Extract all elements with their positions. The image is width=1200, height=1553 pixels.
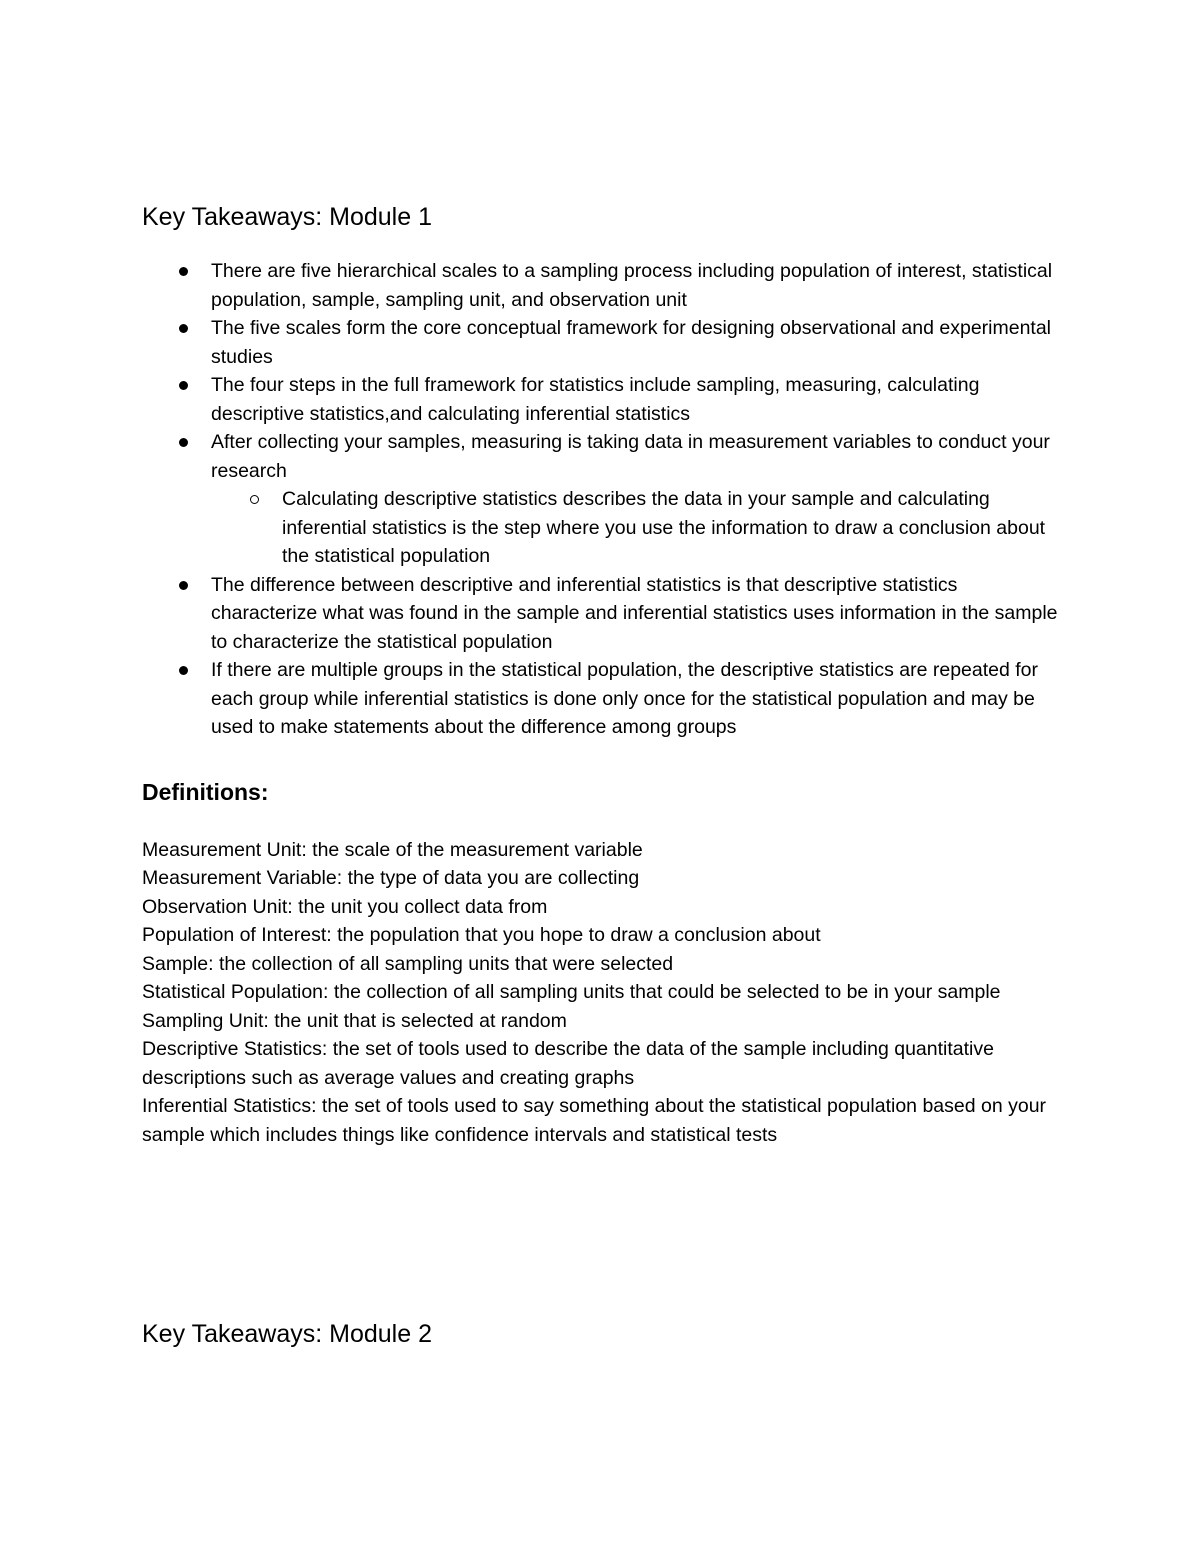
bullet-icon bbox=[179, 581, 188, 590]
definitions-heading: Definitions: bbox=[142, 778, 269, 805]
definition-item: Observation Unit: the unit you collect data from bbox=[142, 895, 548, 918]
list-item-text: The five scales form the core conceptual framework for designing observational and experimental studies bbox=[211, 317, 1052, 368]
sub-list bbox=[211, 485, 1062, 571]
bullet-icon bbox=[179, 267, 188, 276]
list-item bbox=[142, 656, 1062, 742]
definition-item: Population of Interest: the population that you hope to draw a conclusion about bbox=[142, 924, 821, 946]
list-item bbox=[142, 428, 1062, 571]
module-1-heading: Key Takeaways: Module 1 bbox=[142, 203, 432, 231]
list-item bbox=[142, 571, 1062, 657]
module-2-heading: Key Takeaways: Module 2 bbox=[142, 1320, 432, 1348]
list-item bbox=[142, 257, 1062, 314]
definition-item: Descriptive Statistics: the set of tools used to describe the data of the sample including quantitative descriptions such as average values and creating graphs bbox=[142, 1038, 994, 1089]
definition-item: Measurement Unit: the scale of the measurement variable bbox=[142, 838, 643, 861]
bullet-icon bbox=[179, 666, 188, 675]
list-item-text: There are five hierarchical scales to a sampling process including population of interest, statistical population, sample, sampling unit, and observation unit bbox=[211, 260, 1053, 311]
takeaways-list bbox=[142, 257, 1062, 742]
bullet-icon bbox=[179, 381, 188, 390]
definition-item: Sample: the collection of all sampling units that were selected bbox=[142, 952, 674, 975]
definition-item: Measurement Variable: the type of data you are collecting bbox=[142, 867, 640, 889]
list-item-text: After collecting your samples, measuring is taking data in measurement variables to conduct your research bbox=[211, 431, 1050, 482]
module-1-section bbox=[142, 199, 1062, 1149]
hollow-bullet-icon bbox=[250, 495, 259, 504]
list-item-text: The difference between descriptive and inferential statistics is that descriptive statistics characterize what was found in the sample and inferential statistics uses information in the sample to characterize the statistical population bbox=[211, 573, 1058, 653]
bullet-icon bbox=[179, 324, 188, 333]
definition-item: Inferential Statistics: the set of tools used to say something about the statistical population based on your sample which includes things like confidence intervals and statistical tests bbox=[142, 1095, 1047, 1146]
bullet-icon bbox=[179, 438, 188, 447]
sub-list-item bbox=[211, 485, 1062, 571]
list-item bbox=[142, 371, 1062, 428]
definitions-list bbox=[142, 836, 1062, 1150]
definition-item: Statistical Population: the collection of all sampling units that could be selected to be in your sample bbox=[142, 981, 1001, 1003]
definition-item: Sampling Unit: the unit that is selected at random bbox=[142, 1009, 567, 1032]
list-item bbox=[142, 314, 1062, 371]
sub-list-item-text: Calculating descriptive statistics describes the data in your sample and calculating inferential statistics is the step where you use the information to draw a conclusion about the statistical population bbox=[282, 488, 1046, 567]
list-item-text: The four steps in the full framework for statistics include sampling, measuring, calculating descriptive statistics,and calculating inferential statistics bbox=[211, 374, 980, 425]
list-item-text: If there are multiple groups in the statistical population, the descriptive statistics are repeated for each group while inferential statistics is done only once for the statistical population and may be used to make statements about the difference among groups bbox=[211, 659, 1039, 738]
